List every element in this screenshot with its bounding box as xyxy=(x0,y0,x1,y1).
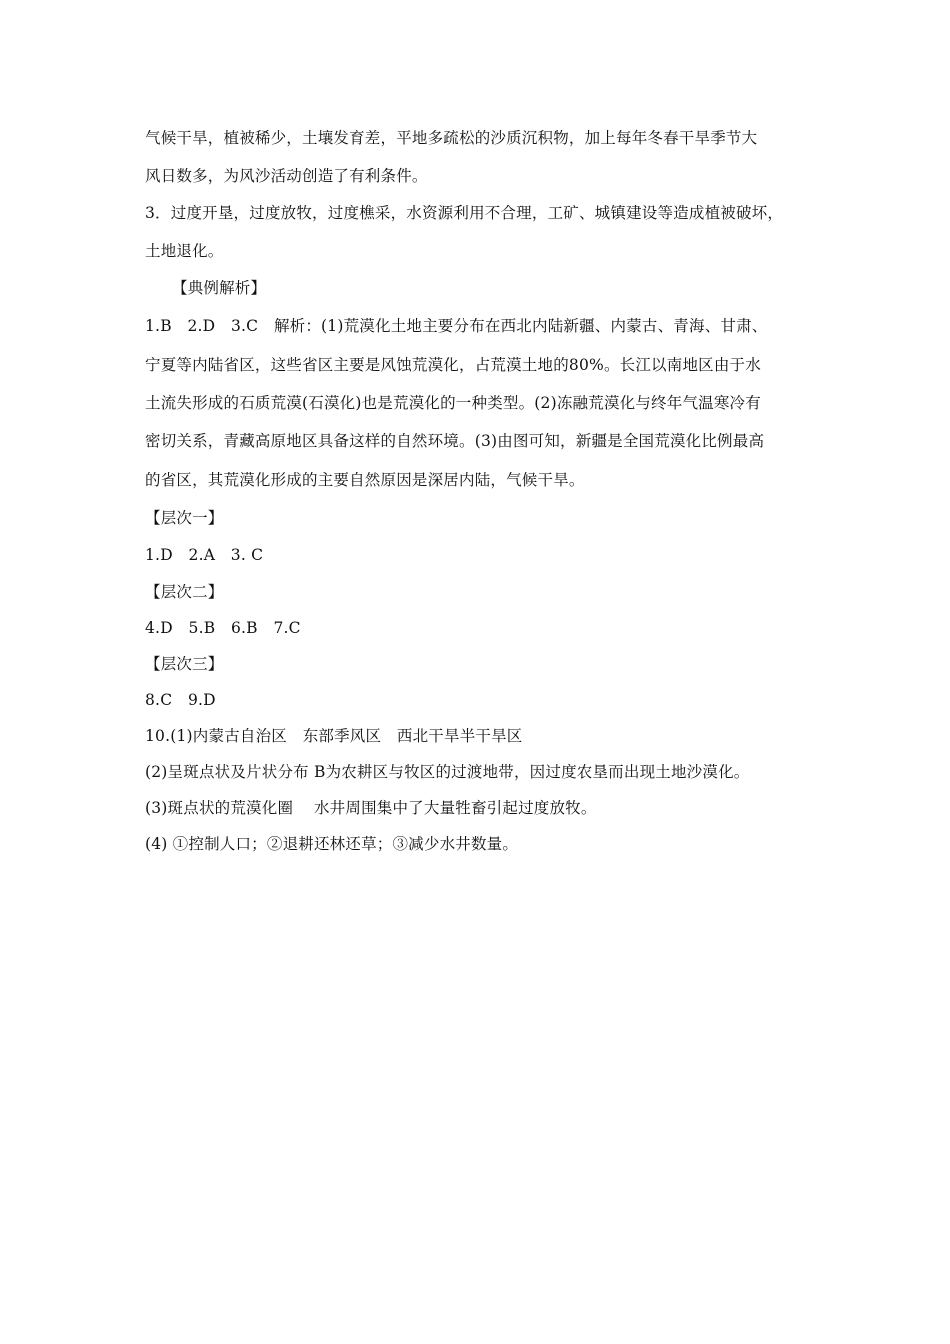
answer-10-part-4: (4) ①控制人口；②退耕还林还草；③减少水井数量。 xyxy=(145,835,519,853)
analysis-line-4: 密切关系，青藏高原地区具备这样的自然环境。(3)由图可知，新疆是全国荒漠化比例最高 xyxy=(145,432,765,450)
section-heading-example-analysis: 【典例解析】 xyxy=(172,279,267,297)
paragraph-line-2: 风日数多，为风沙活动创造了有利条件。 xyxy=(145,167,428,185)
answer-3-line-1: 3．过度开垦，过度放牧，过度樵采，水资源利用不合理，工矿、城镇建设等造成植被破坏， xyxy=(145,204,784,222)
answer-10-part-2: (2)呈斑点状及片状分布 B为农耕区与牧区的过渡地带，因过度农垦而出现土地沙漠化。 xyxy=(145,763,750,781)
level-3-answers: 8.C 9.D xyxy=(145,691,216,709)
analysis-line-1: 1.B 2.D 3.C 解析：(1)荒漠化土地主要分布在西北内陆新疆、内蒙古、青海、甘肃、 xyxy=(145,317,768,335)
level-2-answers: 4.D 5.B 6.B 7.C xyxy=(145,619,301,637)
level-1-answers: 1.D 2.A 3. C xyxy=(145,546,264,564)
paragraph-line-1: 气候干旱，植被稀少，土壤发育差，平地多疏松的沙质沉积物，加上每年冬春干旱季节大 xyxy=(145,129,758,147)
analysis-line-5: 的省区，其荒漠化形成的主要自然原因是深居内陆，气候干旱。 xyxy=(145,471,585,489)
section-heading-level-2: 【层次二】 xyxy=(145,583,224,601)
analysis-line-3: 土流失形成的石质荒漠(石漠化)也是荒漠化的一种类型。(2)冻融荒漠化与终年气温寒冷有 xyxy=(145,394,761,412)
section-heading-level-1: 【层次一】 xyxy=(145,509,224,527)
answer-10-part-1: 10.(1)内蒙古自治区 东部季风区 西北干旱半干旱区 xyxy=(145,727,523,745)
answer-10-part-3: (3)斑点状的荒漠化圈 水井周围集中了大量牲畜引起过度放牧。 xyxy=(145,799,597,817)
answer-3-line-2: 土地退化。 xyxy=(145,242,224,260)
section-heading-level-3: 【层次三】 xyxy=(145,655,224,673)
analysis-line-2: 宁夏等内陆省区，这些省区主要是风蚀荒漠化，占荒漠土地的80%。长江以南地区由于水 xyxy=(145,356,761,374)
